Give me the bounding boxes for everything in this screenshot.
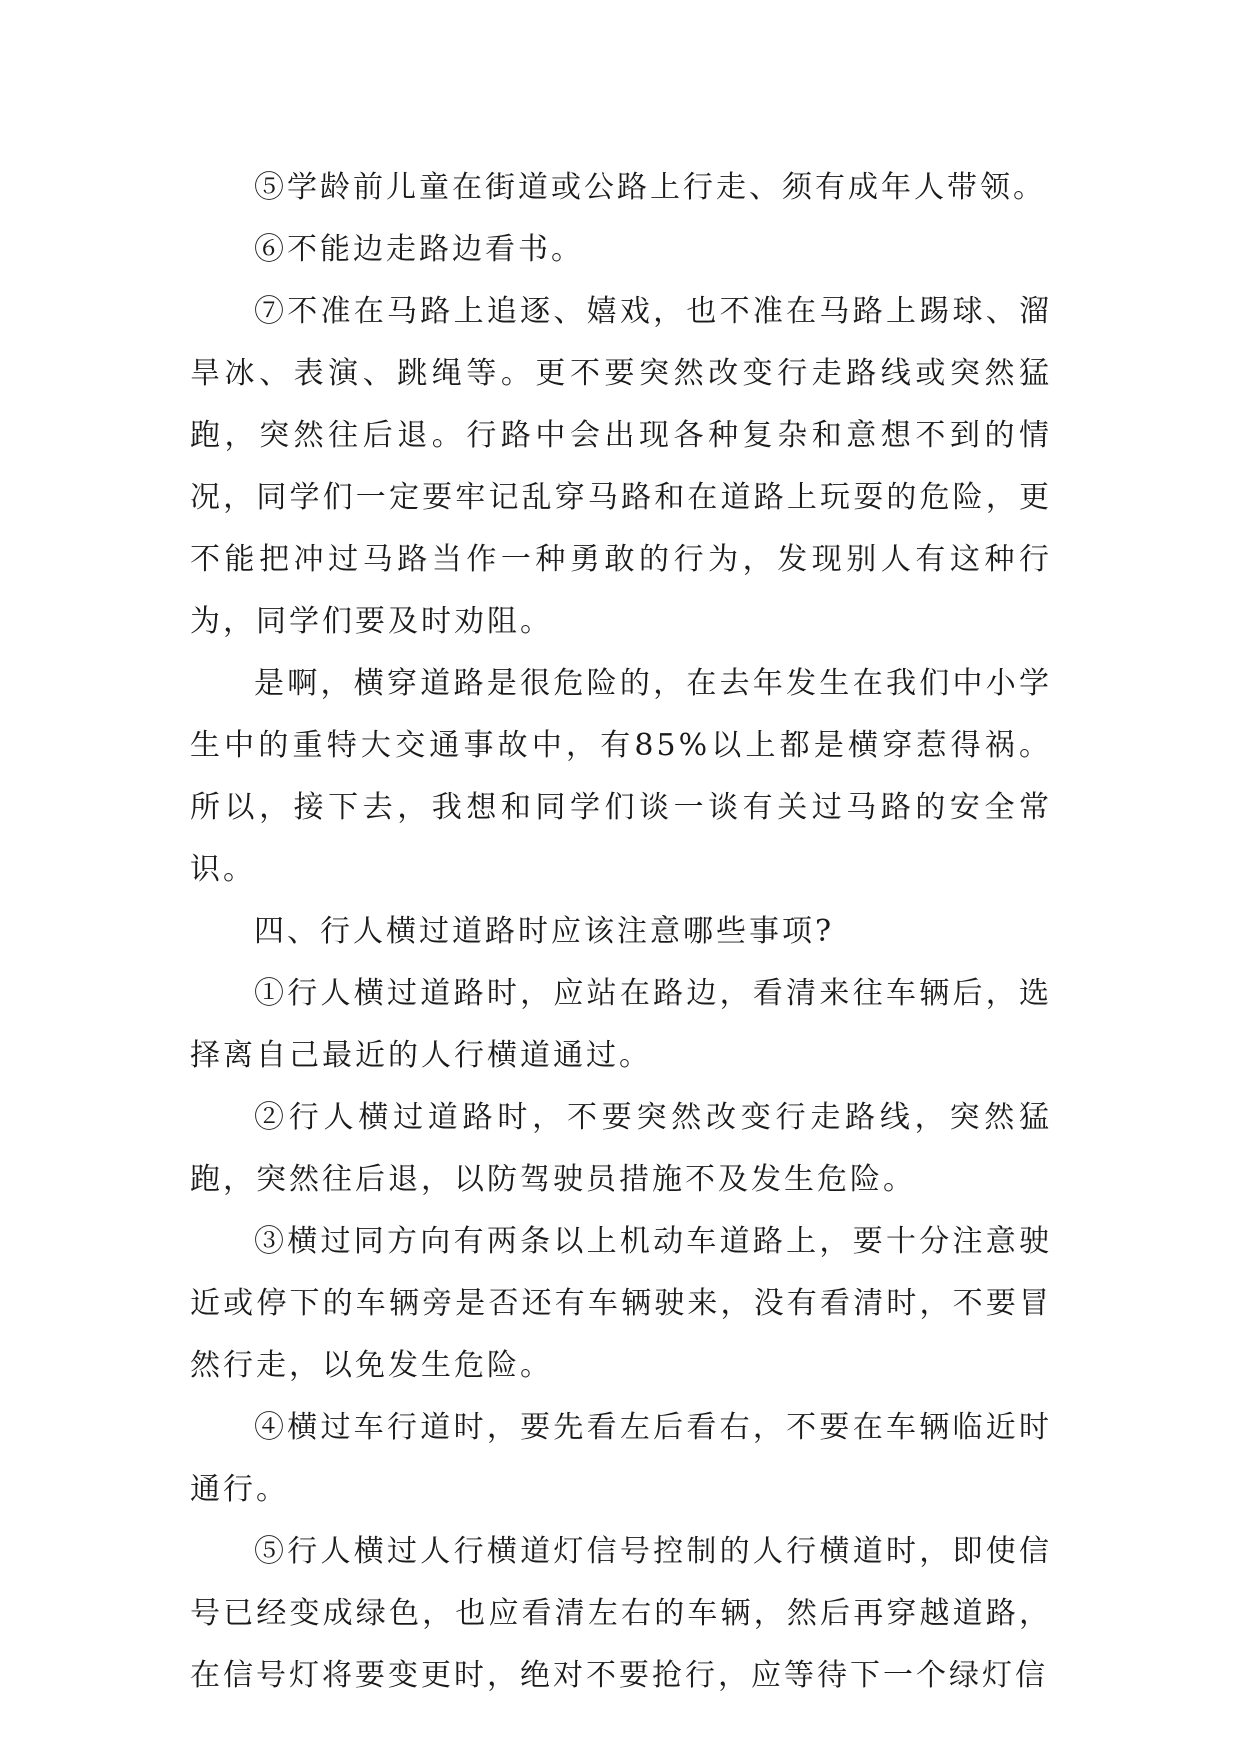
paragraph-crossing-danger: 是啊，横穿道路是很危险的，在去年发生在我们中小学生中的重特大交通事故中，有85%以上都是横穿惹得祸。所以，接下去，我想和同学们谈一谈有关过马路的安全常识。 [190, 666, 1052, 887]
paragraph-no-reading-while-walking: ⑥不能边走路边看书。 [254, 232, 584, 267]
document-body [190, 157, 1052, 1707]
paragraph-rule-2: ②行人横过道路时，不要突然改变行走路线，突然猛跑，突然往后退，以防驾驶员措施不及发生危险。 [190, 1100, 1052, 1197]
paragraph-rule-3: ③横过同方向有两条以上机动车道路上，要十分注意驶近或停下的车辆旁是否还有车辆驶来，没有看清时，不要冒然行走，以免发生危险。 [190, 1224, 1052, 1383]
paragraph-preschool-children: ⑤学龄前儿童在街道或公路上行走、须有成年人带领。 [254, 170, 1046, 205]
paragraph-no-playing-on-road: ⑦不准在马路上追逐、嬉戏，也不准在马路上踢球、溜旱冰、表演、跳绳等。更不要突然改变行走路线或突然猛跑，突然往后退。行路中会出现各种复杂和意想不到的情况，同学们一定要牢记乱穿马路和在道路上玩耍的危险，更不能把冲过马路当作一种勇敢的行为，发现别人有这种行为，同学们要及时劝阻。 [190, 294, 1052, 639]
paragraph-rule-4: ④横过车行道时，要先看左后看右，不要在车辆临近时通行。 [190, 1410, 1052, 1507]
paragraph-rule-5: ⑤行人横过人行横道灯信号控制的人行横道时，即使信号已经变成绿色，也应看清左右的车辆，然后再穿越道路，在信号灯将要变更时，绝对不要抢行，应等待下一个绿灯信 [190, 1534, 1052, 1693]
paragraph-rule-1: ①行人横过道路时，应站在路边，看清来往车辆后，选择离自己最近的人行横道通过。 [190, 976, 1052, 1073]
section-heading-crossing-rules: 四、行人横过道路时应该注意哪些事项? [254, 914, 835, 949]
